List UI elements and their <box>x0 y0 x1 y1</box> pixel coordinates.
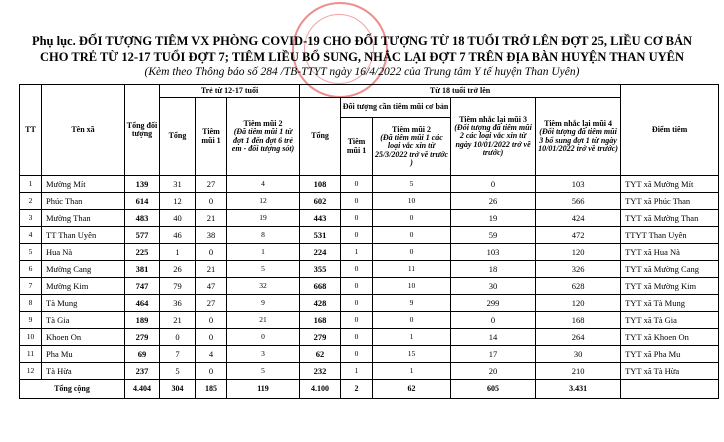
cell-booster4: 326 <box>536 261 621 278</box>
table-row <box>20 329 719 346</box>
cell-booster3: 0 <box>451 312 536 329</box>
cell-child-total: 40 <box>160 210 196 227</box>
col-commune: Tên xã <box>42 85 125 176</box>
table-row <box>20 176 719 193</box>
cell-booster3: 0 <box>451 176 536 193</box>
cell-tt: 8 <box>20 295 42 312</box>
cell-child-dose1: 27 <box>196 295 227 312</box>
cell-booster4: 120 <box>536 244 621 261</box>
document-title-line1: Phụ lục. ĐỐI TƯỢNG TIÊM VX PHÒNG COVID-19 CHO ĐỐI TƯỢNG TỪ 18 TUỔI TRỞ LÊN ĐỢT 25, LIỀU CƠ BẢN <box>31 34 693 48</box>
table-row <box>20 312 719 329</box>
cell-adult-total: 428 <box>300 295 341 312</box>
cell-child-dose1: 47 <box>196 278 227 295</box>
cell-site: TYT xã Hua Nà <box>621 244 719 261</box>
cell-child-dose2: 4 <box>227 176 300 193</box>
cell-commune: Hua Nà <box>42 244 125 261</box>
cell-booster4: 210 <box>536 363 621 380</box>
cell-child-dose1: 0 <box>196 193 227 210</box>
cell-adult-dose2: 10 <box>373 193 451 210</box>
cell-child-dose2: 21 <box>227 312 300 329</box>
cell-adult-total: 232 <box>300 363 341 380</box>
cell-adult-total: 355 <box>300 261 341 278</box>
adult-dose2-note: (Đã tiêm mũi 1 các loại vắc xin từ 25/3/2022 trở về trước ) <box>374 132 449 168</box>
cell-booster4: 628 <box>536 278 621 295</box>
cell-adult-total: 531 <box>300 227 341 244</box>
cell-child-dose2: 5 <box>227 363 300 380</box>
cell-site: TYT xã Mường Kim <box>621 278 719 295</box>
cell-commune: Tà Hừa <box>42 363 125 380</box>
cell-site: TYT xã Tà Gia <box>621 312 719 329</box>
col-adult-dose1: Tiêm mũi 1 <box>341 118 373 176</box>
document-subtitle: (Kèm theo Thông báo số 284 /TB-TTYT ngày 16/4/2022 của Trung tâm Y tế huyện Than Uyên) <box>144 66 580 78</box>
cell-booster3: 20 <box>451 363 536 380</box>
cell-commune: Mường Mít <box>42 176 125 193</box>
cell-booster3: 26 <box>451 193 536 210</box>
cell-child-dose2: 3 <box>227 346 300 363</box>
col-child-dose2 <box>227 98 300 176</box>
cell-total: 237 <box>125 363 160 380</box>
table-row <box>20 210 719 227</box>
cell-child-dose2: 0 <box>227 329 300 346</box>
cell-child-dose2: 8 <box>227 227 300 244</box>
child-dose2-note: (Đã tiêm mũi 1 từ đợt 1 đến đợt 6 trẻ em - đối tượng sót) <box>231 127 295 153</box>
totals-booster3: 605 <box>451 380 536 399</box>
col-child-dose1: Tiêm mũi 1 <box>196 98 227 176</box>
cell-adult-total: 279 <box>300 329 341 346</box>
totals-row <box>20 380 719 399</box>
cell-adult-total: 602 <box>300 193 341 210</box>
cell-child-total: 36 <box>160 295 196 312</box>
booster4-note: (Đối tượng đã tiêm mũi 3 bổ sung đợt 1 từ ngày 10/01/2022 trở về trước) <box>538 127 618 153</box>
cell-adult-dose1: 0 <box>341 261 373 278</box>
cell-booster3: 30 <box>451 278 536 295</box>
col-site: Điểm tiêm <box>621 85 719 176</box>
cell-adult-dose1: 0 <box>341 329 373 346</box>
cell-child-total: 1 <box>160 244 196 261</box>
col-booster3 <box>451 98 536 176</box>
totals-adult-dose1: 2 <box>341 380 373 399</box>
group-adult-basic: Đối tượng cần tiêm mũi cơ bản <box>341 98 451 118</box>
cell-tt: 9 <box>20 312 42 329</box>
totals-label: Tổng cộng <box>20 380 125 399</box>
cell-site: TYT xã Mường Than <box>621 210 719 227</box>
cell-tt: 6 <box>20 261 42 278</box>
cell-child-dose2: 12 <box>227 193 300 210</box>
vaccination-table <box>19 84 719 399</box>
cell-booster3: 299 <box>451 295 536 312</box>
cell-child-dose2: 19 <box>227 210 300 227</box>
cell-adult-dose2: 0 <box>373 244 451 261</box>
cell-booster4: 566 <box>536 193 621 210</box>
cell-commune: Phúc Than <box>42 193 125 210</box>
cell-tt: 4 <box>20 227 42 244</box>
cell-child-total: 0 <box>160 329 196 346</box>
child-dose2-title: Tiêm mũi 2 <box>243 118 283 128</box>
cell-child-total: 12 <box>160 193 196 210</box>
cell-adult-total: 224 <box>300 244 341 261</box>
cell-tt: 7 <box>20 278 42 295</box>
col-booster4 <box>536 98 621 176</box>
cell-booster4: 30 <box>536 346 621 363</box>
cell-commune: Tà Mung <box>42 295 125 312</box>
cell-booster3: 19 <box>451 210 536 227</box>
col-tt: TT <box>20 85 42 176</box>
cell-tt: 2 <box>20 193 42 210</box>
adult-dose2-title: Tiêm mũi 2 <box>392 124 432 134</box>
cell-booster4: 168 <box>536 312 621 329</box>
cell-site: TYT xã Tà Hừa <box>621 363 719 380</box>
cell-adult-dose1: 0 <box>341 295 373 312</box>
cell-adult-dose1: 0 <box>341 176 373 193</box>
table-row <box>20 227 719 244</box>
totals-booster4: 3.431 <box>536 380 621 399</box>
cell-adult-dose2: 11 <box>373 261 451 278</box>
cell-tt: 3 <box>20 210 42 227</box>
cell-child-total: 7 <box>160 346 196 363</box>
cell-child-total: 5 <box>160 363 196 380</box>
cell-total: 139 <box>125 176 160 193</box>
booster3-title: Tiêm nhắc lại mũi 3 <box>459 114 527 124</box>
cell-total: 225 <box>125 244 160 261</box>
cell-total: 189 <box>125 312 160 329</box>
cell-booster4: 120 <box>536 295 621 312</box>
cell-adult-dose1: 1 <box>341 363 373 380</box>
cell-adult-dose1: 1 <box>341 244 373 261</box>
cell-tt: 1 <box>20 176 42 193</box>
cell-adult-total: 668 <box>300 278 341 295</box>
totals-total: 4.404 <box>125 380 160 399</box>
booster4-title: Tiêm nhắc lại mũi 4 <box>544 118 612 128</box>
cell-adult-dose1: 0 <box>341 346 373 363</box>
table-row <box>20 244 719 261</box>
cell-adult-dose2: 10 <box>373 278 451 295</box>
cell-child-dose1: 4 <box>196 346 227 363</box>
cell-child-total: 26 <box>160 261 196 278</box>
group-child: Trẻ từ 12-17 tuổi <box>160 85 300 98</box>
cell-site: TYT xã Mường Mít <box>621 176 719 193</box>
cell-adult-total: 108 <box>300 176 341 193</box>
cell-adult-dose1: 0 <box>341 312 373 329</box>
cell-child-dose2: 5 <box>227 261 300 278</box>
cell-child-dose1: 0 <box>196 312 227 329</box>
cell-commune: Khoen On <box>42 329 125 346</box>
cell-total: 464 <box>125 295 160 312</box>
cell-adult-total: 443 <box>300 210 341 227</box>
cell-total: 483 <box>125 210 160 227</box>
cell-booster3: 17 <box>451 346 536 363</box>
cell-adult-dose2: 0 <box>373 210 451 227</box>
cell-total: 69 <box>125 346 160 363</box>
cell-tt: 5 <box>20 244 42 261</box>
cell-child-dose2: 32 <box>227 278 300 295</box>
cell-adult-dose1: 0 <box>341 227 373 244</box>
cell-commune: TT Than Uyên <box>42 227 125 244</box>
cell-total: 577 <box>125 227 160 244</box>
cell-adult-total: 62 <box>300 346 341 363</box>
cell-adult-dose2: 5 <box>373 176 451 193</box>
cell-child-dose1: 21 <box>196 261 227 278</box>
cell-tt: 12 <box>20 363 42 380</box>
cell-booster4: 103 <box>536 176 621 193</box>
cell-total: 279 <box>125 329 160 346</box>
document-title-line2: CHO TRẺ TỪ 12-17 TUỔI ĐỢT 7; TIÊM LIỀU BỔ SUNG, NHẮC LẠI ĐỢT 7 TRÊN ĐỊA BÀN HUYỆN THAN UYÊN <box>40 50 684 64</box>
table-row <box>20 193 719 210</box>
col-adult-total: Tổng <box>300 98 341 176</box>
cell-total: 614 <box>125 193 160 210</box>
cell-adult-dose2: 0 <box>373 312 451 329</box>
cell-child-dose2: 9 <box>227 295 300 312</box>
cell-child-total: 21 <box>160 312 196 329</box>
table-row <box>20 295 719 312</box>
col-total: Tổng đối tượng <box>125 85 160 176</box>
group-adult: Từ 18 tuổi trở lên <box>300 85 621 98</box>
table-row <box>20 346 719 363</box>
cell-site: TYT xã Pha Mu <box>621 346 719 363</box>
cell-commune: Mường Than <box>42 210 125 227</box>
totals-adult-dose2: 62 <box>373 380 451 399</box>
table-body <box>20 176 719 380</box>
cell-adult-dose2: 1 <box>373 329 451 346</box>
cell-child-dose1: 0 <box>196 363 227 380</box>
table-row <box>20 261 719 278</box>
cell-site: TYT xã Khoen On <box>621 329 719 346</box>
cell-total: 381 <box>125 261 160 278</box>
col-child-total: Tổng <box>160 98 196 176</box>
totals-child-dose2: 119 <box>227 380 300 399</box>
cell-site: TYT xã Phúc Than <box>621 193 719 210</box>
cell-adult-dose1: 0 <box>341 210 373 227</box>
cell-booster4: 472 <box>536 227 621 244</box>
cell-child-total: 79 <box>160 278 196 295</box>
totals-adult-total: 4.100 <box>300 380 341 399</box>
cell-booster3: 103 <box>451 244 536 261</box>
cell-booster4: 264 <box>536 329 621 346</box>
cell-commune: Mường Cang <box>42 261 125 278</box>
cell-child-dose1: 27 <box>196 176 227 193</box>
cell-child-total: 31 <box>160 176 196 193</box>
cell-commune: Tà Gia <box>42 312 125 329</box>
table-row <box>20 278 719 295</box>
cell-adult-dose2: 15 <box>373 346 451 363</box>
cell-adult-dose2: 1 <box>373 363 451 380</box>
cell-booster3: 18 <box>451 261 536 278</box>
totals-child-dose1: 185 <box>196 380 227 399</box>
cell-adult-dose2: 0 <box>373 227 451 244</box>
booster3-note: (Đối tượng đã tiêm mũi 2 các loại vắc xin từ ngày 10/01/2022 trở về trước) <box>454 122 532 158</box>
cell-site: TYT xã Mường Cang <box>621 261 719 278</box>
cell-child-total: 46 <box>160 227 196 244</box>
cell-tt: 11 <box>20 346 42 363</box>
cell-child-dose2: 1 <box>227 244 300 261</box>
cell-commune: Mường Kim <box>42 278 125 295</box>
cell-total: 747 <box>125 278 160 295</box>
cell-child-dose1: 38 <box>196 227 227 244</box>
cell-child-dose1: 0 <box>196 244 227 261</box>
cell-booster3: 59 <box>451 227 536 244</box>
cell-child-dose1: 0 <box>196 329 227 346</box>
cell-commune: Pha Mu <box>42 346 125 363</box>
totals-site <box>621 380 719 399</box>
cell-booster3: 14 <box>451 329 536 346</box>
totals-child-total: 304 <box>160 380 196 399</box>
cell-adult-total: 168 <box>300 312 341 329</box>
cell-adult-dose2: 9 <box>373 295 451 312</box>
col-adult-dose2 <box>373 118 451 176</box>
table-row <box>20 363 719 380</box>
cell-site: TYT xã Tà Mung <box>621 295 719 312</box>
cell-adult-dose1: 0 <box>341 193 373 210</box>
cell-tt: 10 <box>20 329 42 346</box>
cell-child-dose1: 21 <box>196 210 227 227</box>
cell-booster4: 424 <box>536 210 621 227</box>
cell-adult-dose1: 0 <box>341 278 373 295</box>
cell-site: TTYT Than Uyên <box>621 227 719 244</box>
